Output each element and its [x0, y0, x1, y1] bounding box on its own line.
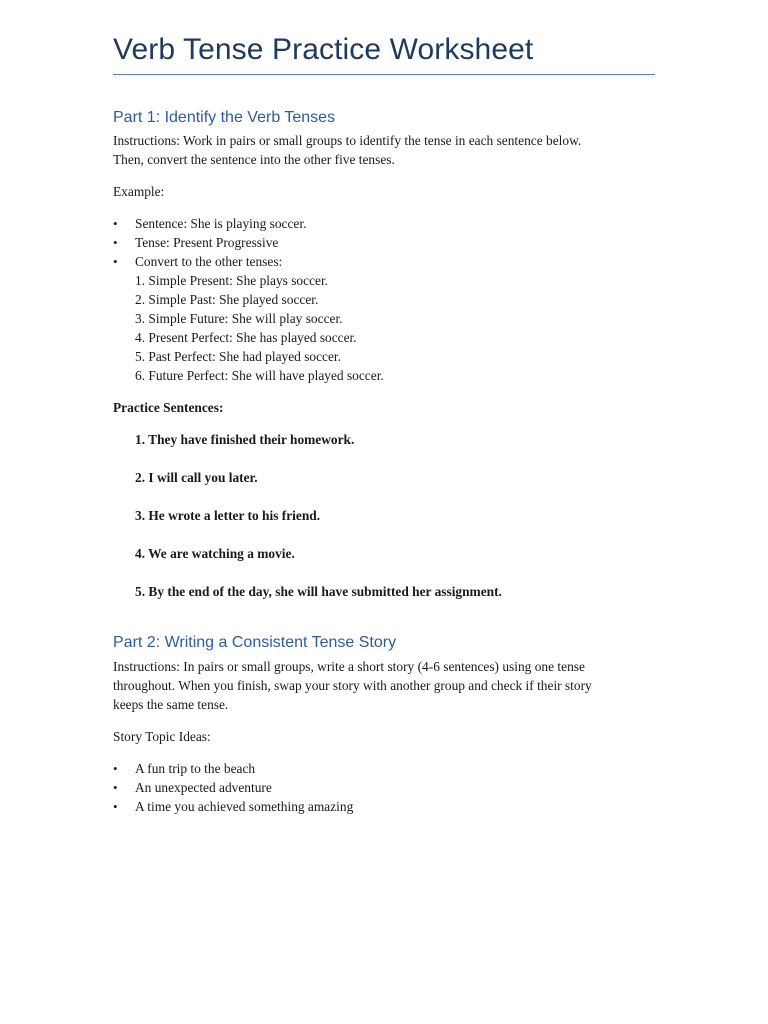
- topic-text: A fun trip to the beach: [135, 761, 256, 776]
- practice-sentence: 1. They have finished their homework.: [135, 432, 355, 447]
- practice-sentence: 3. He wrote a letter to his friend.: [135, 508, 321, 523]
- part2-heading: Part 2: Writing a Consistent Tense Story: [113, 634, 397, 651]
- list-item: [113, 778, 655, 797]
- practice-sentence-list: [113, 430, 655, 601]
- conversion-item: 6. Future Perfect: She will have played soccer.: [135, 368, 384, 383]
- topic-text: A time you achieved something amazing: [135, 799, 354, 814]
- list-item: [113, 759, 655, 778]
- practice-sentence: 5. By the end of the day, she will have submitted her assignment.: [135, 584, 502, 599]
- part1-heading: Part 1: Identify the Verb Tenses: [113, 109, 336, 126]
- document-title: Verb Tense Practice Worksheet: [113, 33, 534, 66]
- bullet-text: Sentence: She is playing soccer.: [135, 216, 307, 231]
- part1-instructions-line1: Instructions: Work in pairs or small groups to identify the tense in each sentence below.: [113, 133, 582, 148]
- bullet-icon: •: [113, 799, 118, 814]
- topic-text: An unexpected adventure: [135, 780, 272, 795]
- bullet-icon: •: [113, 216, 118, 231]
- list-item: [113, 252, 655, 271]
- part2-instructions-line2: throughout. When you finish, swap your story with another group and check if their story: [113, 678, 592, 693]
- conversion-item: 1. Simple Present: She plays soccer.: [135, 273, 329, 288]
- bullet-text: Convert to the other tenses:: [135, 254, 283, 269]
- conversion-list: [113, 271, 655, 385]
- example-bullet-list: [113, 214, 655, 271]
- practice-sentence: 2. I will call you later.: [135, 470, 258, 485]
- document-body: [113, 30, 655, 816]
- example-label: Example:: [113, 184, 165, 199]
- conversion-item: 2. Simple Past: She played soccer.: [135, 292, 319, 307]
- practice-sentences-label: Practice Sentences:: [113, 400, 224, 415]
- story-topic-list: [113, 759, 655, 816]
- bullet-icon: •: [113, 254, 118, 269]
- conversion-item: 4. Present Perfect: She has played soccer.: [135, 330, 357, 345]
- list-item: [113, 214, 655, 233]
- bullet-icon: •: [113, 235, 118, 250]
- story-topics-label: Story Topic Ideas:: [113, 729, 211, 744]
- title-underline: [113, 74, 655, 75]
- part2-instructions-line3: keeps the same tense.: [113, 697, 229, 712]
- bullet-icon: •: [113, 780, 118, 795]
- list-item: [113, 797, 655, 816]
- practice-sentence: 4. We are watching a movie.: [135, 546, 295, 561]
- part1-instructions-line2: Then, convert the sentence into the other five tenses.: [113, 152, 395, 167]
- bullet-text: Tense: Present Progressive: [135, 235, 279, 250]
- part2-instructions-line1: Instructions: In pairs or small groups, write a short story (4-6 sentences) using one tense: [113, 659, 585, 674]
- conversion-item: 3. Simple Future: She will play soccer.: [135, 311, 343, 326]
- bullet-icon: •: [113, 761, 118, 776]
- conversion-item: 5. Past Perfect: She had played soccer.: [135, 349, 342, 364]
- list-item: [113, 233, 655, 252]
